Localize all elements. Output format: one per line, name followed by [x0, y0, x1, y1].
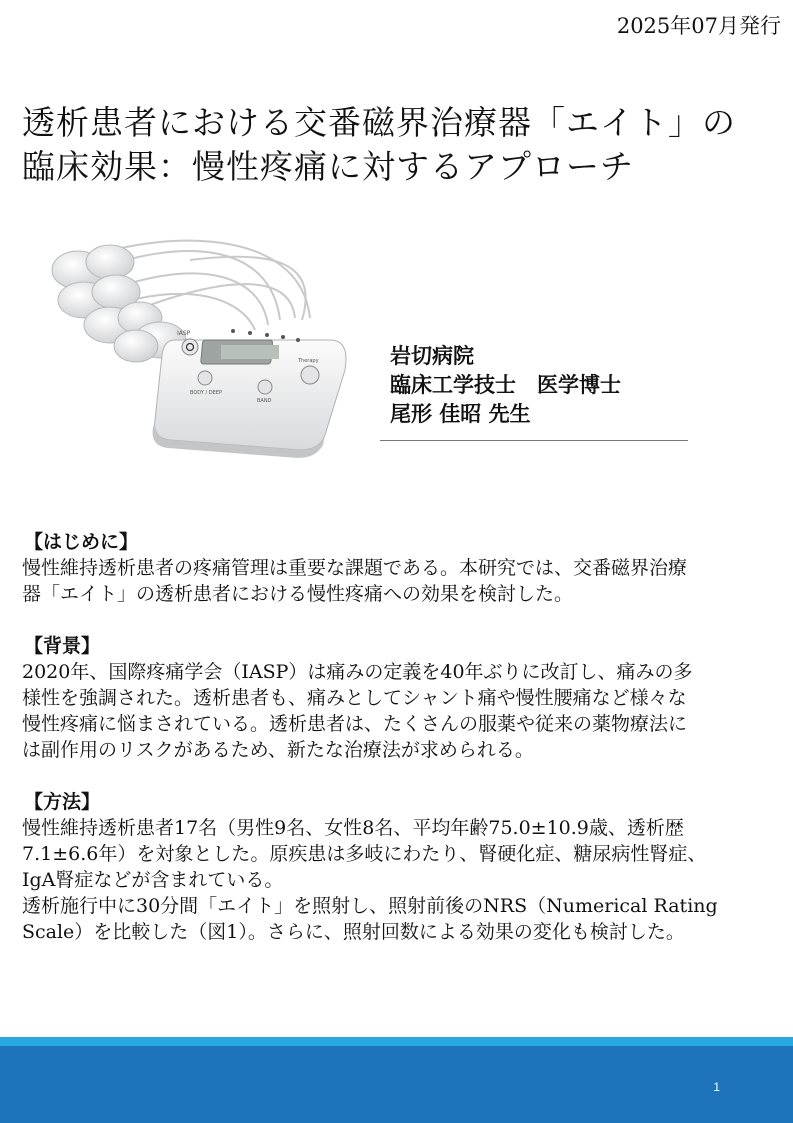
page-number: 1	[713, 1080, 720, 1094]
text-line: 慢性維持透析患者の疼痛管理は重要な課題である。本研究では、交番磁界治療	[22, 557, 688, 579]
footer-stripe	[0, 1037, 793, 1046]
title-line-1: 透析患者における交番磁界治療器「エイト」の	[22, 103, 736, 142]
device-unit	[153, 329, 346, 458]
author-hospital: 岩切病院	[390, 343, 474, 368]
author-divider	[380, 440, 688, 441]
device-label-top-right: Therapy	[298, 358, 319, 364]
device-image	[40, 200, 360, 460]
text-line: 透析施行中に30分間「エイト」を照射し、照射前後のNRS（Numerical Rating	[22, 895, 718, 917]
text-line: 2020年、国際疼痛学会（IASP）は痛みの定義を40年ぶりに改訂し、痛みの多	[22, 661, 693, 683]
device-label-right: BAND	[257, 398, 272, 404]
article-body	[22, 529, 774, 971]
section-background	[22, 633, 774, 763]
text-line: は副作用のリスクがあるため、新たな治療法が求められる。	[22, 739, 534, 761]
section-heading: 【はじめに】	[24, 531, 139, 553]
author-block	[390, 341, 621, 428]
section-heading: 【背景】	[24, 635, 101, 657]
text-line: IgA腎症などが含まれている。	[22, 869, 284, 891]
device-label-left: BODY / DEEP	[190, 390, 222, 396]
section-text	[22, 659, 774, 763]
section-heading: 【方法】	[24, 791, 101, 813]
page-title	[22, 101, 782, 189]
text-line: 慢性維持透析患者17名（男性9名、女性8名、平均年齢75.0±10.9歳、透析歴	[22, 817, 684, 839]
text-line: 様性を強調された。透析患者も、痛みとしてシャント痛や慢性腰痛など様々な	[22, 687, 687, 709]
author-position: 臨床工学技士 医学博士	[390, 372, 621, 397]
text-line: 7.1±6.6年）を対象とした。原疾患は多岐にわたり、腎硬化症、糖尿病性腎症、	[22, 843, 707, 865]
section-text	[22, 555, 774, 607]
device-label-iasp: IASP	[177, 330, 191, 337]
text-line: 慢性疼痛に悩まされている。透析患者は、たくさんの服薬や従来の薬物療法に	[22, 713, 688, 735]
section-text	[22, 815, 774, 945]
section-introduction	[22, 529, 774, 607]
issue-date: 2025年07月発行	[616, 14, 781, 38]
section-methods	[22, 789, 774, 945]
author-name: 尾形 佳昭 先生	[390, 401, 531, 426]
title-line-2: 臨床効果：慢性疼痛に対するアプローチ	[22, 147, 634, 186]
text-line: Scale）を比較した（図1）。さらに、照射回数による効果の変化も検討した。	[22, 921, 685, 943]
text-line: 器「エイト」の透析患者における慢性疼痛への効果を検討した。	[22, 583, 574, 605]
footer-bar	[0, 1046, 793, 1123]
